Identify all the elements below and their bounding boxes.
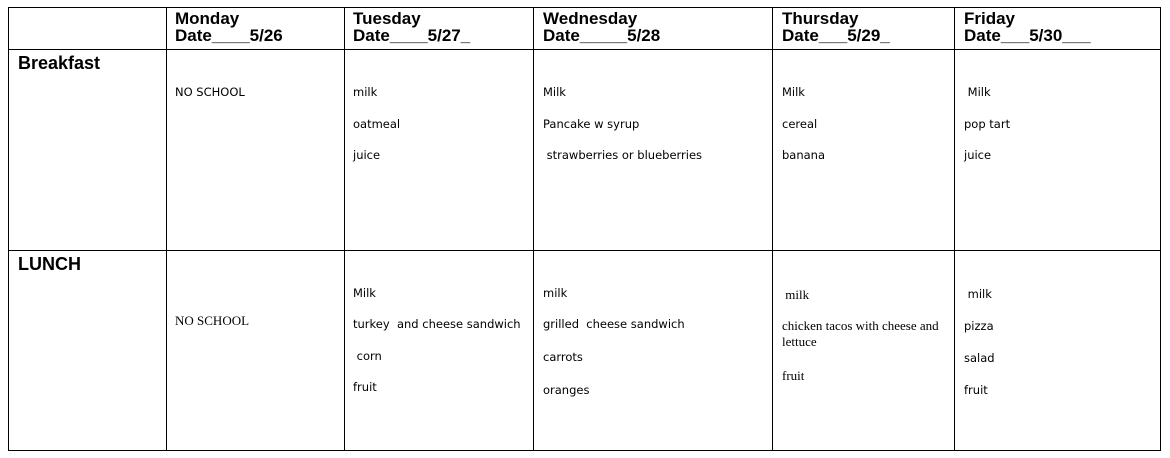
row-label-breakfast: Breakfast — [18, 53, 101, 73]
header-monday — [175, 8, 283, 44]
header-wednesday — [543, 8, 660, 44]
header-thursday — [782, 8, 890, 44]
menu-item: Milk — [782, 85, 805, 99]
menu-item: pizza — [964, 319, 994, 333]
menu-item: NO SCHOOL — [175, 313, 250, 328]
menu-item: pop tart — [964, 117, 1011, 131]
menu-item: fruit — [964, 383, 988, 397]
menu-item: milk — [782, 287, 810, 302]
day-date: Date____5/27_ — [353, 26, 471, 45]
day-date: Date___5/29_ — [782, 26, 890, 45]
menu-table — [8, 7, 1161, 451]
menu-item: oatmeal — [353, 117, 401, 131]
menu-item: chicken tacos with cheese and lettuce — [782, 318, 939, 349]
menu-item: oranges — [543, 383, 590, 397]
day-name: Monday — [175, 9, 240, 28]
day-name: Wednesday — [543, 9, 638, 28]
row-breakfast — [9, 50, 100, 72]
menu-item: Milk — [353, 286, 376, 300]
row-lunch — [9, 251, 81, 273]
header-tuesday — [353, 8, 470, 44]
menu-item: cereal — [782, 117, 818, 131]
row-divider — [9, 49, 1160, 50]
column-divider — [344, 8, 345, 450]
header-friday — [964, 8, 1091, 44]
day-date: Date_____5/28 — [543, 26, 661, 45]
day-name: Tuesday — [353, 9, 421, 28]
menu-item: salad — [964, 351, 995, 365]
menu-item: corn — [353, 349, 382, 363]
menu-item: Milk — [964, 85, 991, 99]
menu-item: milk — [543, 286, 568, 300]
menu-item: fruit — [353, 380, 377, 394]
menu-item: grilled cheese sandwich — [543, 317, 685, 331]
day-name: Thursday — [782, 9, 859, 28]
menu-item: NO SCHOOL — [175, 85, 245, 99]
menu-item: milk — [353, 85, 378, 99]
menu-item: turkey and cheese sandwich — [353, 317, 521, 331]
row-label-lunch: LUNCH — [18, 254, 81, 274]
menu-item: fruit — [782, 368, 805, 383]
menu-item: juice — [353, 148, 381, 162]
day-date: Date___5/30___ — [964, 26, 1091, 45]
menu-item: juice — [964, 148, 992, 162]
day-date: Date____5/26 — [175, 26, 283, 45]
day-name: Friday — [964, 9, 1016, 28]
menu-item: carrots — [543, 350, 583, 364]
menu-item: Milk — [543, 85, 566, 99]
column-divider — [772, 8, 773, 450]
column-divider — [533, 8, 534, 450]
menu-item: banana — [782, 148, 826, 162]
menu-item: Pancake w syrup — [543, 117, 640, 131]
menu-item: strawberries or blueberries — [543, 148, 703, 162]
row-divider — [9, 250, 1160, 251]
menu-item: milk — [964, 287, 992, 301]
column-divider — [166, 8, 167, 450]
column-divider — [954, 8, 955, 450]
